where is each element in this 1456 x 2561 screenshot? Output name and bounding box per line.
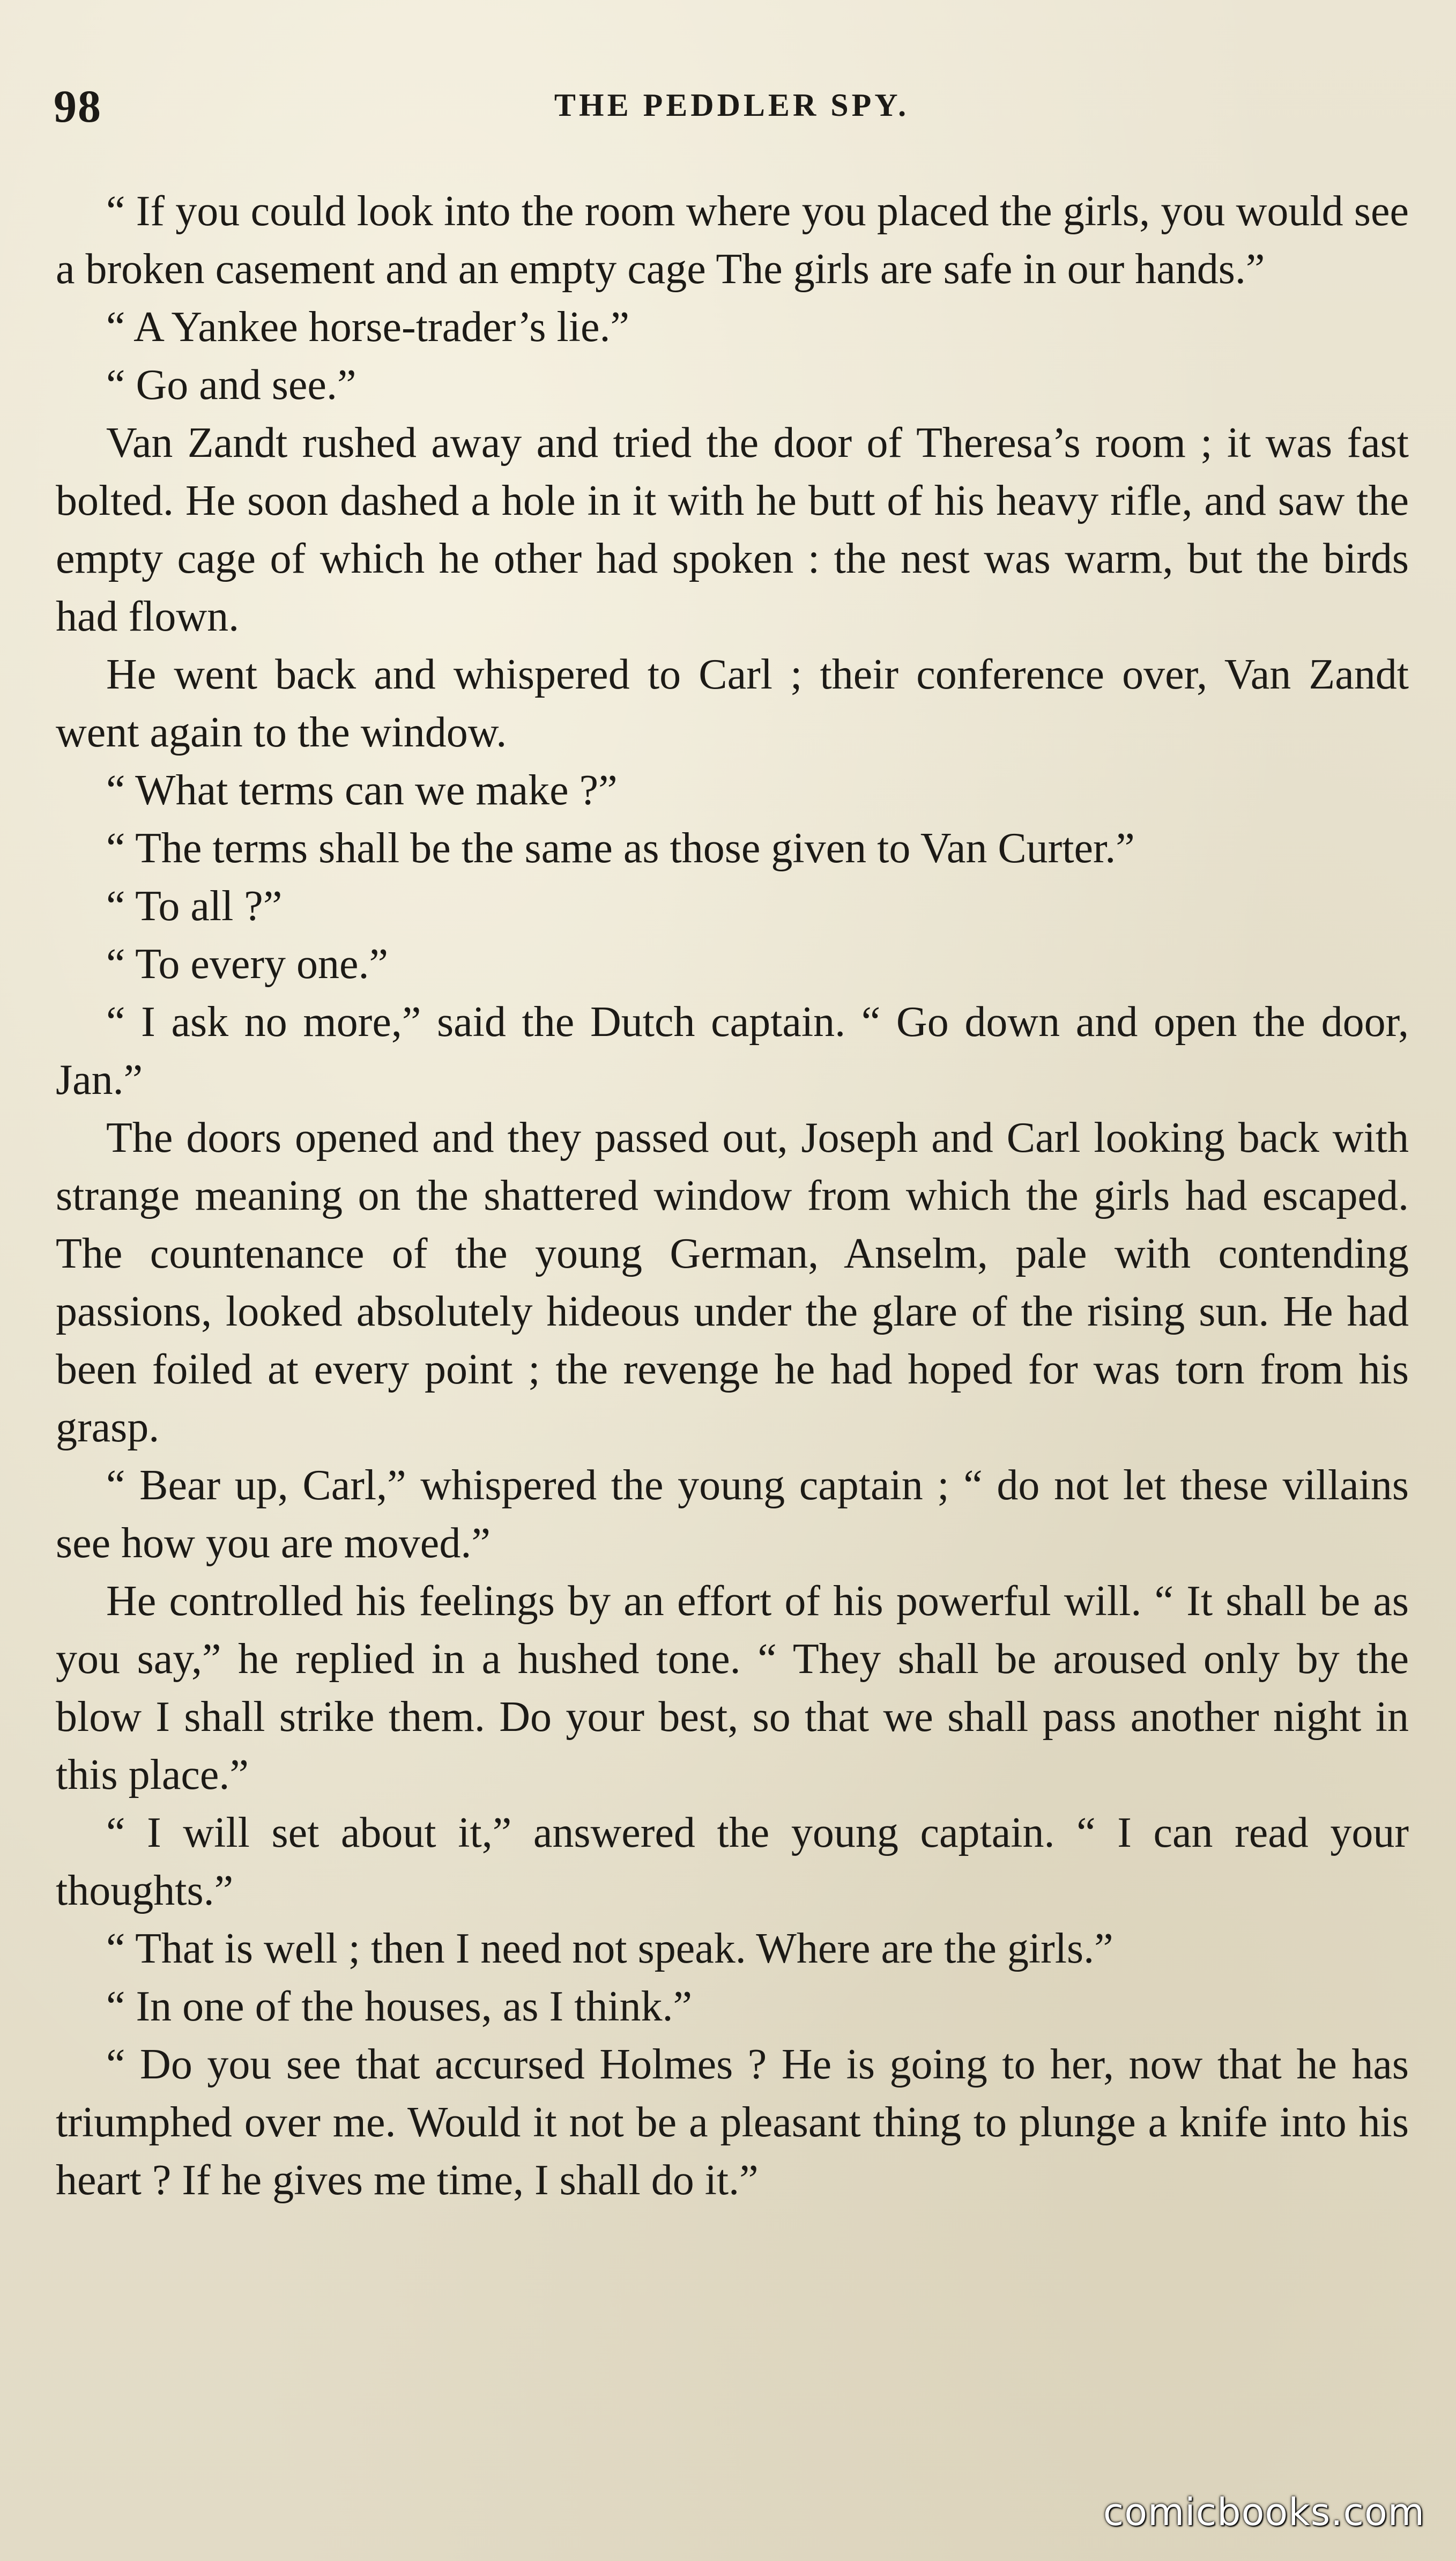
paragraph: “ What terms can we make ?”	[106, 767, 618, 814]
paragraph: He controlled his feelings by an effort of his powerful will. “ It shall be as you say,” he replied in a hushed tone. “ They shall be aroused only by the blow I shall strike them. Do your best, so that we shall pass another night in this place.”	[56, 1578, 1409, 1798]
paragraph: The doors opened and they passed out, Joseph and Carl looking back with strange meaning on the shattered window from which the girls had escaped. The countenance of the young German, Anselm, pale with contending passions, looked absolutely hideous under the glare of the rising sun. He had been foiled at every point ; the revenge he had hoped for was torn from his grasp.	[56, 1114, 1409, 1451]
paragraph: “ The terms shall be the same as those given to Van Curter.”	[106, 825, 1135, 872]
watermark: comicbooks.com	[1103, 2490, 1425, 2534]
paragraph: “ A Yankee horse-trader’s lie.”	[106, 304, 630, 351]
paragraph: “ To every one.”	[106, 941, 389, 988]
paragraph: “ Bear up, Carl,” whispered the young captain ; “ do not let these villains see how you are moved.”	[56, 1462, 1409, 1567]
running-title: THE PEDDLER SPY.	[554, 87, 910, 123]
paragraph: “ In one of the houses, as I think.”	[106, 1983, 693, 2030]
paragraph: “ To all ?”	[106, 883, 283, 930]
paragraph: “ That is well ; then I need not speak. Where are the girls.”	[106, 1925, 1113, 1972]
paragraph: “ I ask no more,” said the Dutch captain. “ Go down and open the door, Jan.”	[56, 998, 1409, 1104]
paragraph: He went back and whispered to Carl ; their conference over, Van Zandt went again to the window.	[56, 651, 1409, 756]
page-number: 98	[54, 80, 102, 132]
paragraph: “ Do you see that accursed Holmes ? He is going to her, now that he has triumphed over me. Would it not be a pleasant thing to plunge a knife into his heart ? If he gives me time, I shall do it.”	[56, 2041, 1409, 2204]
page-header	[54, 79, 1410, 138]
paragraph: Van Zandt rushed away and tried the door of Theresa’s room ; it was fast bolted. He soon dashed a hole in it with he butt of his heavy rifle, and saw the empty cage of which he other had spoken : the nest was warm, but the birds had flown.	[56, 419, 1409, 640]
paragraph: “ Go and see.”	[106, 361, 356, 409]
paragraph: “ I will set about it,” answered the young captain. “ I can read your thoughts.”	[56, 1809, 1409, 1914]
paragraph: “ If you could look into the room where you placed the girls, you would see a broken casement and an empty cage The girls are safe in our hands.”	[56, 188, 1409, 293]
body-text	[56, 182, 1409, 2209]
